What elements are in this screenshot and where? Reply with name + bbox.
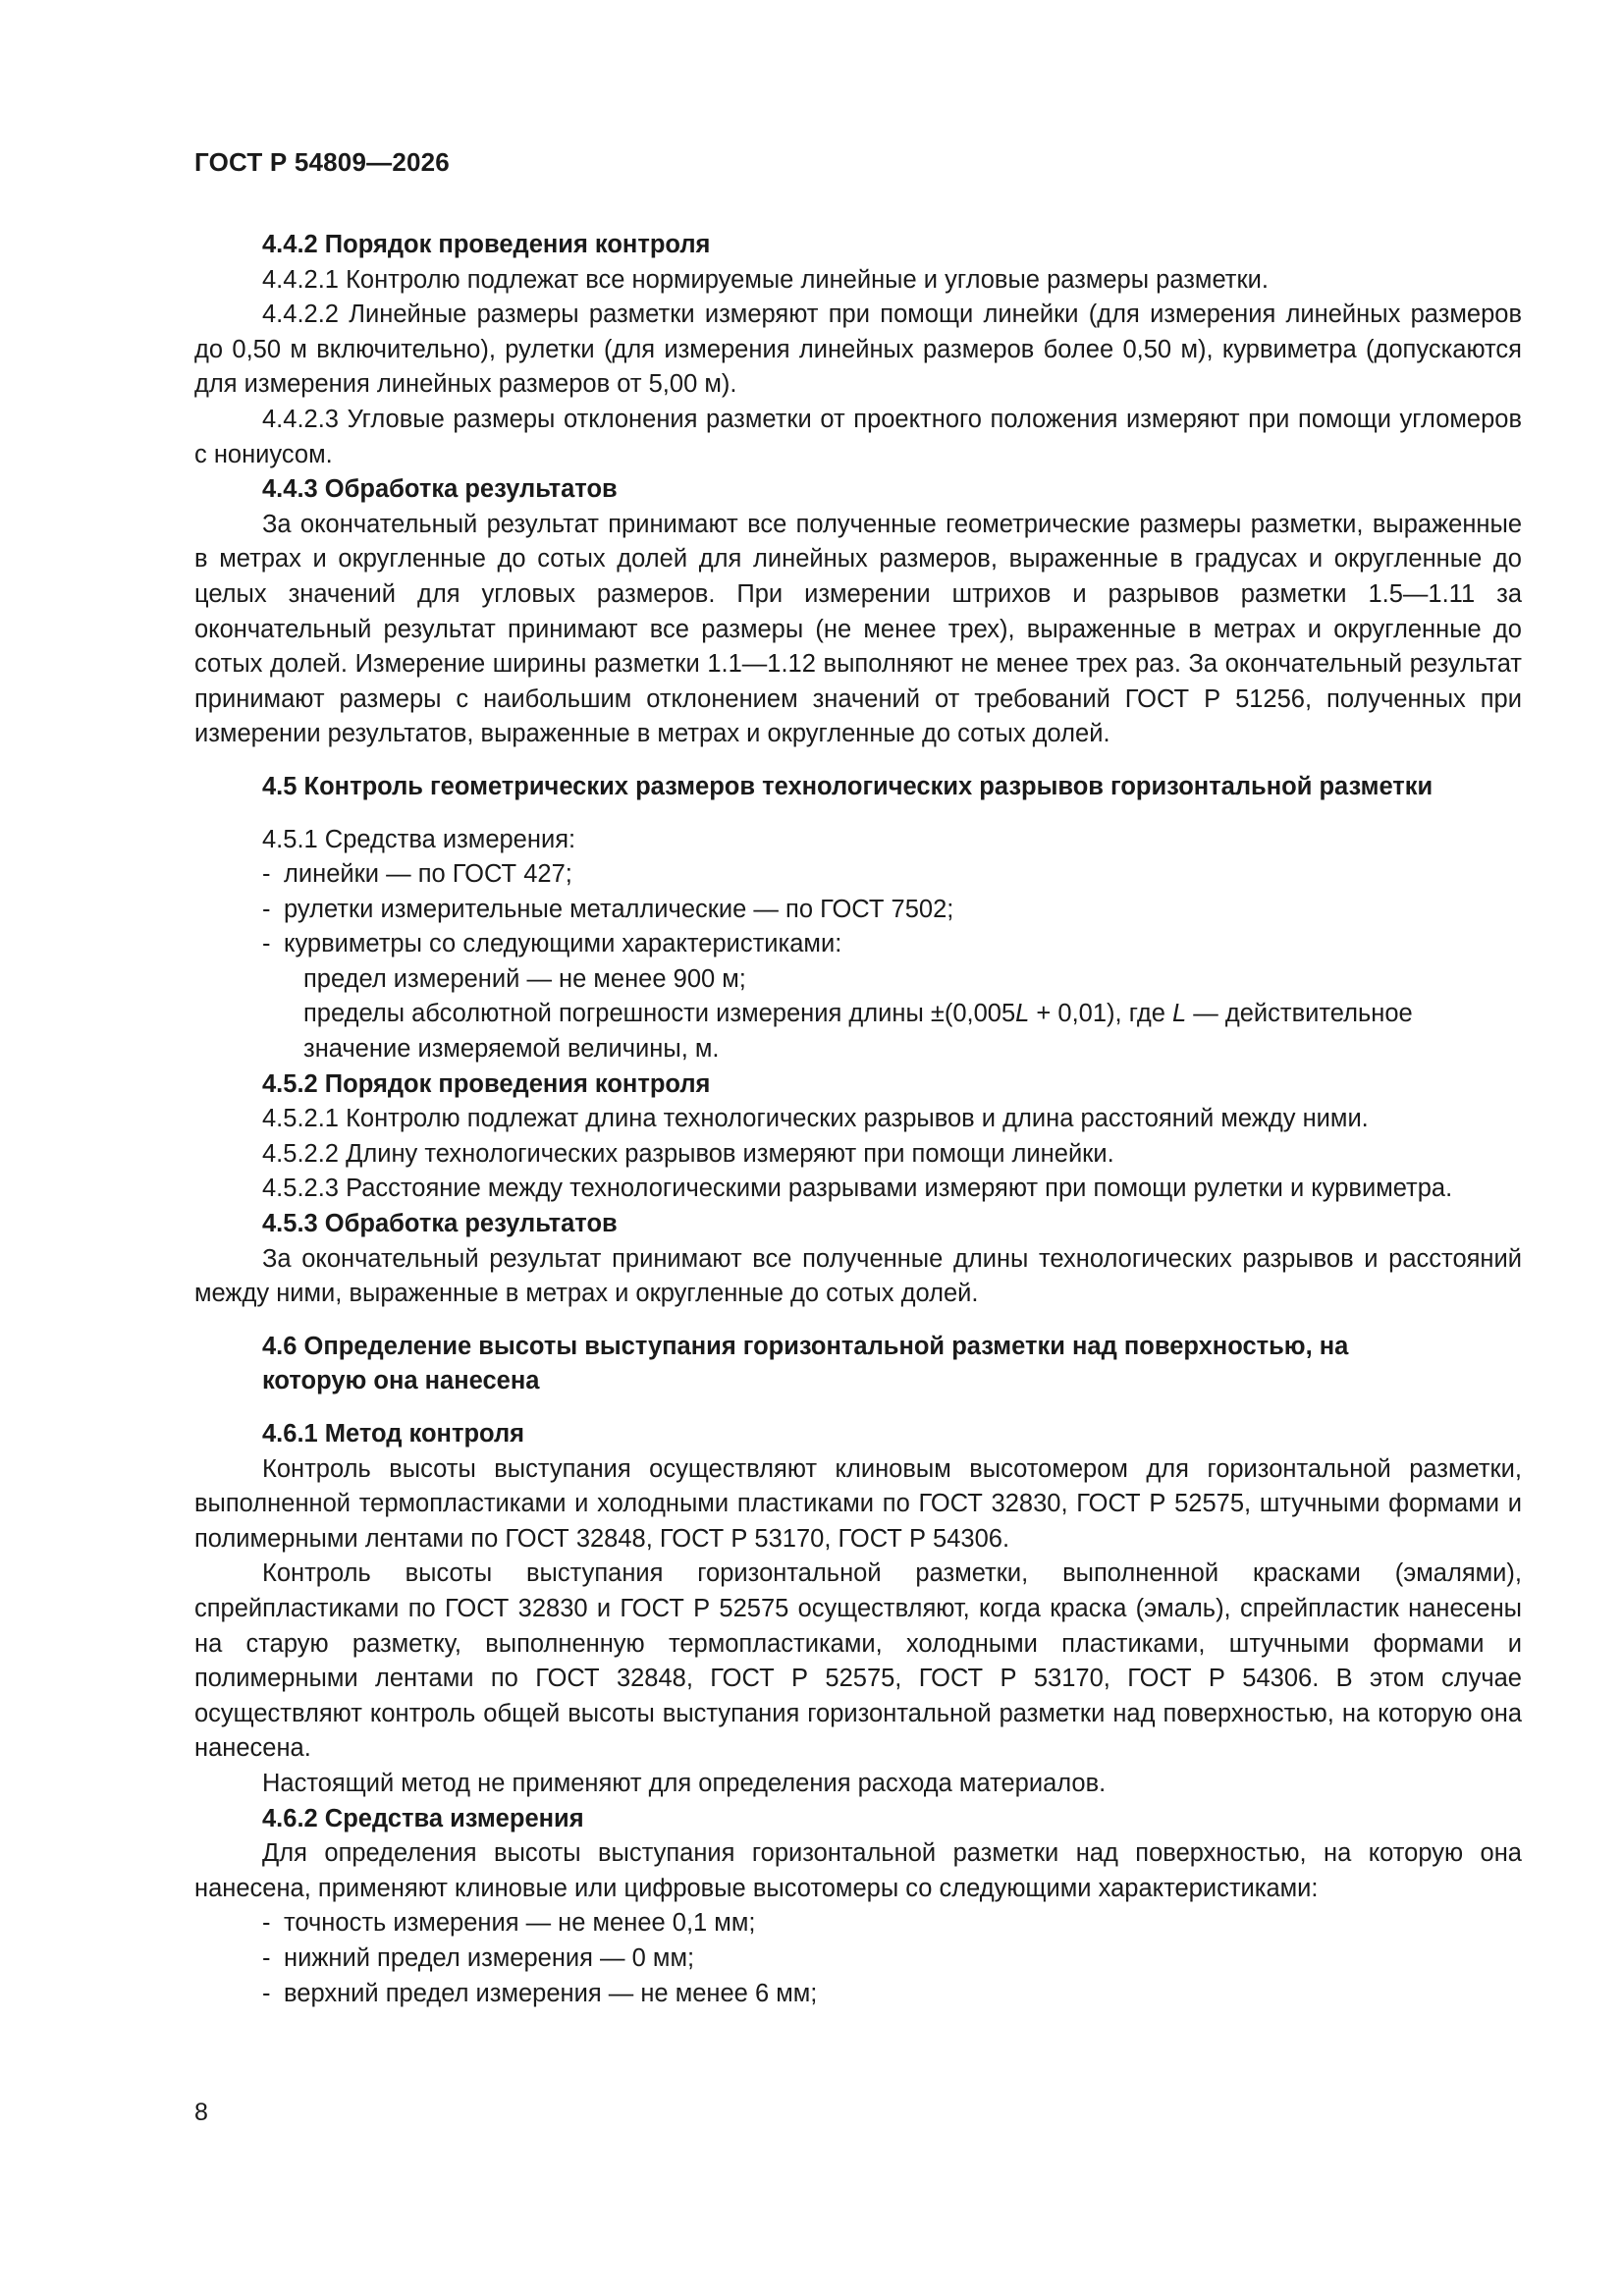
list-item-text: рулетки измерительные металлические — по ГОСТ 7502;	[284, 895, 954, 923]
section-heading-4-4-3: 4.4.3 Обработка результатов	[262, 475, 618, 504]
page-number: 8	[194, 2099, 208, 2126]
list-dash: -	[262, 1943, 271, 1972]
formula-variable: L	[1015, 1000, 1030, 1028]
section-heading-4-4-2: 4.4.2 Порядок проведения контроля	[262, 231, 711, 258]
paragraph-4-5-3: За окончательный результат принимают все полученные длины технологических разрывов и расстояний между ними, выраженные в метрах и округленные до сотых долей.	[194, 1244, 1522, 1308]
list-dash: -	[262, 860, 271, 889]
section-heading-4-5-2: 4.5.2 Порядок проведения контроля	[262, 1069, 711, 1098]
section-heading-4-6: 4.6 Определение высоты выступания горизонтальной разметки над поверхностью, на которую она нанесена	[262, 1332, 1349, 1395]
list-dash: -	[262, 895, 271, 923]
list-item	[194, 927, 1522, 962]
list-dash: -	[262, 930, 271, 958]
section-heading-4-6-2: 4.6.2 Средства измерения	[262, 1804, 584, 1832]
list-item-text: линейки — по ГОСТ 427;	[284, 860, 572, 889]
list-item	[194, 1977, 1522, 2012]
paragraph-4-5-2-2: 4.5.2.2 Длину технологических разрывов измеряют при помощи линейки.	[262, 1139, 1114, 1168]
section-heading-4-5-3: 4.5.3 Обработка результатов	[262, 1210, 618, 1238]
formula-text: — действительное	[1186, 1000, 1413, 1028]
formula-text: + 0,01), где	[1029, 1000, 1172, 1028]
formula-text: пределы абсолютной погрешности измерения длины ±(0,005	[303, 1000, 1016, 1028]
list-item	[194, 1906, 1522, 1941]
paragraph-4-4-2-3: 4.4.2.3 Угловые размеры отклонения разметки от проектного положения измеряют при помощи угломеров с нониусом.	[194, 405, 1522, 468]
paragraph-4-6-1-c: Настоящий метод не применяют для определения расхода материалов.	[262, 1769, 1107, 1797]
paragraph-4-5-1: 4.5.1 Средства измерения:	[262, 825, 576, 853]
paragraph-4-5-2-1: 4.5.2.1 Контролю подлежат длина технологических разрывов и длина расстояний между ними.	[262, 1105, 1369, 1133]
document-body	[194, 228, 1522, 2011]
sub-list-item: значение измеряемой величины, м.	[303, 1035, 720, 1064]
paragraph-4-6-1-b: Контроль высоты выступания горизонтальной разметки, выполненной красками (эмалями), спрейпластиками по ГОСТ 32830 и ГОСТ Р 52575 осуществляют, когда краска (эмаль), спрейпластик нанесены на старую разметку, выполненную термопластиками, холодными пластиками, штучными формами и полимерными лентами по ГОСТ 32848, ГОСТ Р 52575, ГОСТ Р 53170, ГОСТ Р 54306. В этом случае осуществляют контроль общей высоты выступания горизонтальной разметки над поверхностью, на которую она нанесена.	[194, 1559, 1522, 1763]
paragraph-4-5-2-3: 4.5.2.3 Расстояние между технологическими разрывами измеряют при помощи рулетки и курвиметра.	[262, 1175, 1453, 1203]
list-item	[194, 1941, 1522, 1977]
paragraph-4-4-2-1: 4.4.2.1 Контролю подлежат все нормируемые линейные и угловые размеры разметки.	[262, 265, 1269, 294]
list-dash: -	[262, 1979, 271, 2007]
section-heading-4-6-1: 4.6.1 Метод контроля	[262, 1420, 525, 1448]
paragraph-4-4-3: За окончательный результат принимают все полученные геометрические размеры разметки, выраженные в метрах и округленные до сотых долей для линейных размеров, выраженные в градусах и округленные до целых значений для угловых размеров. При измерении штрихов и разрывов разметки 1.5—1.11 за окончательный результат принимают все размеры (не менее трех), выраженные в метрах и округленные до сотых долей. Измерение ширины разметки 1.1—1.12 выполняют не менее трех раз. За окончательный результат принимают размеры с наибольшим отклонением значений от требований ГОСТ Р 51256, полученных при измерении результатов, выраженные в метрах и округленные до сотых долей.	[194, 510, 1522, 748]
list-item-text: курвиметры со следующими характеристиками:	[284, 930, 842, 958]
document-header: ГОСТ Р 54809—2026	[194, 147, 450, 177]
sub-list-item	[194, 997, 1522, 1032]
list-item	[194, 857, 1522, 893]
list-dash: -	[262, 1909, 271, 1938]
paragraph-4-6-1-a: Контроль высоты выступания осуществляют клиновым высотомером для горизонтальной разметки, выполненной термопластиками и холодными пластиками по ГОСТ 32830, ГОСТ Р 52575, штучными формами и полимерными лентами по ГОСТ 32848, ГОСТ Р 53170, ГОСТ Р 54306.	[194, 1454, 1522, 1553]
list-item	[194, 893, 1522, 928]
list-item-text: нижний предел измерения — 0 мм;	[284, 1943, 695, 1972]
paragraph-4-6-2: Для определения высоты выступания горизонтальной разметки над поверхностью, на которую она нанесена, применяют клиновые или цифровые высотомеры со следующими характеристиками:	[194, 1839, 1522, 1902]
paragraph-4-4-2-2: 4.4.2.2 Линейные размеры разметки измеряют при помощи линейки (для измерения линейных размеров до 0,50 м включительно), рулетки (для измерения линейных размеров более 0,50 м), курвиметра (допускаются для измерения линейных размеров от 5,00 м).	[194, 301, 1522, 399]
formula-variable: L	[1172, 1000, 1187, 1028]
list-item-text: верхний предел измерения — не менее 6 мм;	[284, 1979, 818, 2007]
section-heading-4-5: 4.5 Контроль геометрических размеров технологических разрывов горизонтальной разметки	[262, 772, 1434, 800]
list-item-text: точность измерения — не менее 0,1 мм;	[284, 1909, 756, 1938]
sub-list-item: предел измерений — не менее 900 м;	[303, 964, 746, 993]
